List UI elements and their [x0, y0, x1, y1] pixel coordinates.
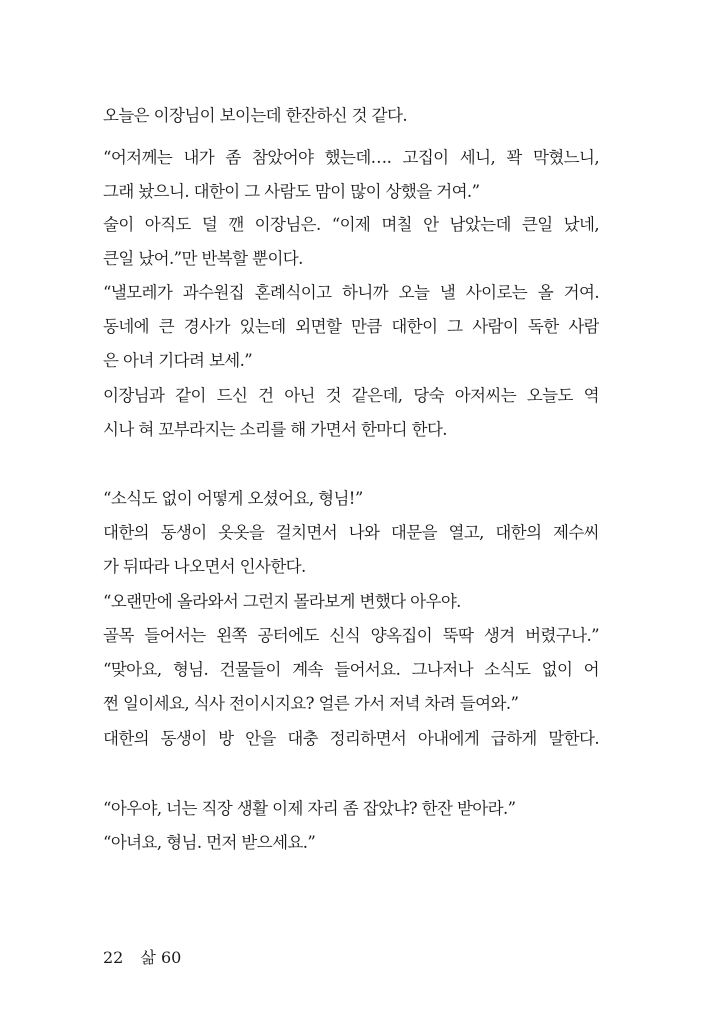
text-line-15: 골목 들어서는 왼쪽 공터에도 신식 양옥집이 뚝딱 생겨 버렸구나.”	[103, 626, 599, 645]
page-footer	[103, 946, 181, 970]
text-line-13: 가 뒤따라 나오면서 인사한다.	[103, 557, 306, 576]
text-line-2: “어저께는 내가 좀 참았어야 했는데…. 고집이 세니, 꽉 막혔느니,	[103, 148, 599, 167]
text-line-12: 대한의 동생이 옷옷을 걸치면서 나와 대문을 열고, 대한의 제수씨	[103, 523, 599, 542]
text-line-9: 이장님과 같이 드신 건 아닌 것 같은데, 당숙 아저씨는 오늘도 역	[103, 386, 599, 405]
text-line-3: 그래 놨으니. 대한이 그 사람도 맘이 많이 상했을 거여.”	[103, 182, 480, 201]
text-line-20: “아녀요, 형님. 먼저 받으세요.”	[103, 833, 316, 852]
text-line-17: 쩐 일이세요, 식사 전이시지요? 얼른 가서 저녁 차려 들여와.”	[103, 694, 519, 713]
text-line-6: “낼모레가 과수원집 혼례식이고 하니까 오늘 낼 사이로는 올 거여.	[103, 283, 599, 302]
text-line-5: 큰일 났어.”만 반복할 뿐이다.	[103, 249, 303, 268]
text-line-18: 대한의 동생이 방 안을 대충 정리하면서 아내에게 급하게 말한다.	[103, 729, 599, 748]
text-line-16: “맞아요, 형님. 건물들이 계속 들어서요. 그나저나 소식도 없이 어	[103, 660, 599, 679]
running-title: 삶 60	[140, 948, 182, 967]
text-line-7: 동네에 큰 경사가 있는데 외면할 만큼 대한이 그 사람이 독한 사람	[103, 317, 599, 336]
text-line-4: 술이 아직도 덜 깬 이장님은. “이제 며칠 안 남았는데 큰일 났네,	[103, 215, 599, 234]
text-line-10: 시나 혀 꼬부라지는 소리를 해 가면서 한마디 한다.	[103, 420, 447, 439]
text-line-19: “아우야, 너는 직장 생활 이제 자리 좀 잡았냐? 한잔 받아라.”	[103, 799, 516, 818]
text-line-1: 오늘은 이장님이 보이는데 한잔하신 것 같다.	[103, 106, 407, 125]
text-line-14: “오랜만에 올라와서 그런지 몰라보게 변했다 아우야.	[103, 592, 461, 611]
page-number: 22	[103, 948, 124, 967]
text-line-11: “소식도 없이 어떻게 오셨어요, 형님!”	[103, 489, 363, 508]
text-line-8: 은 아녀 기다려 보세.”	[103, 351, 253, 370]
